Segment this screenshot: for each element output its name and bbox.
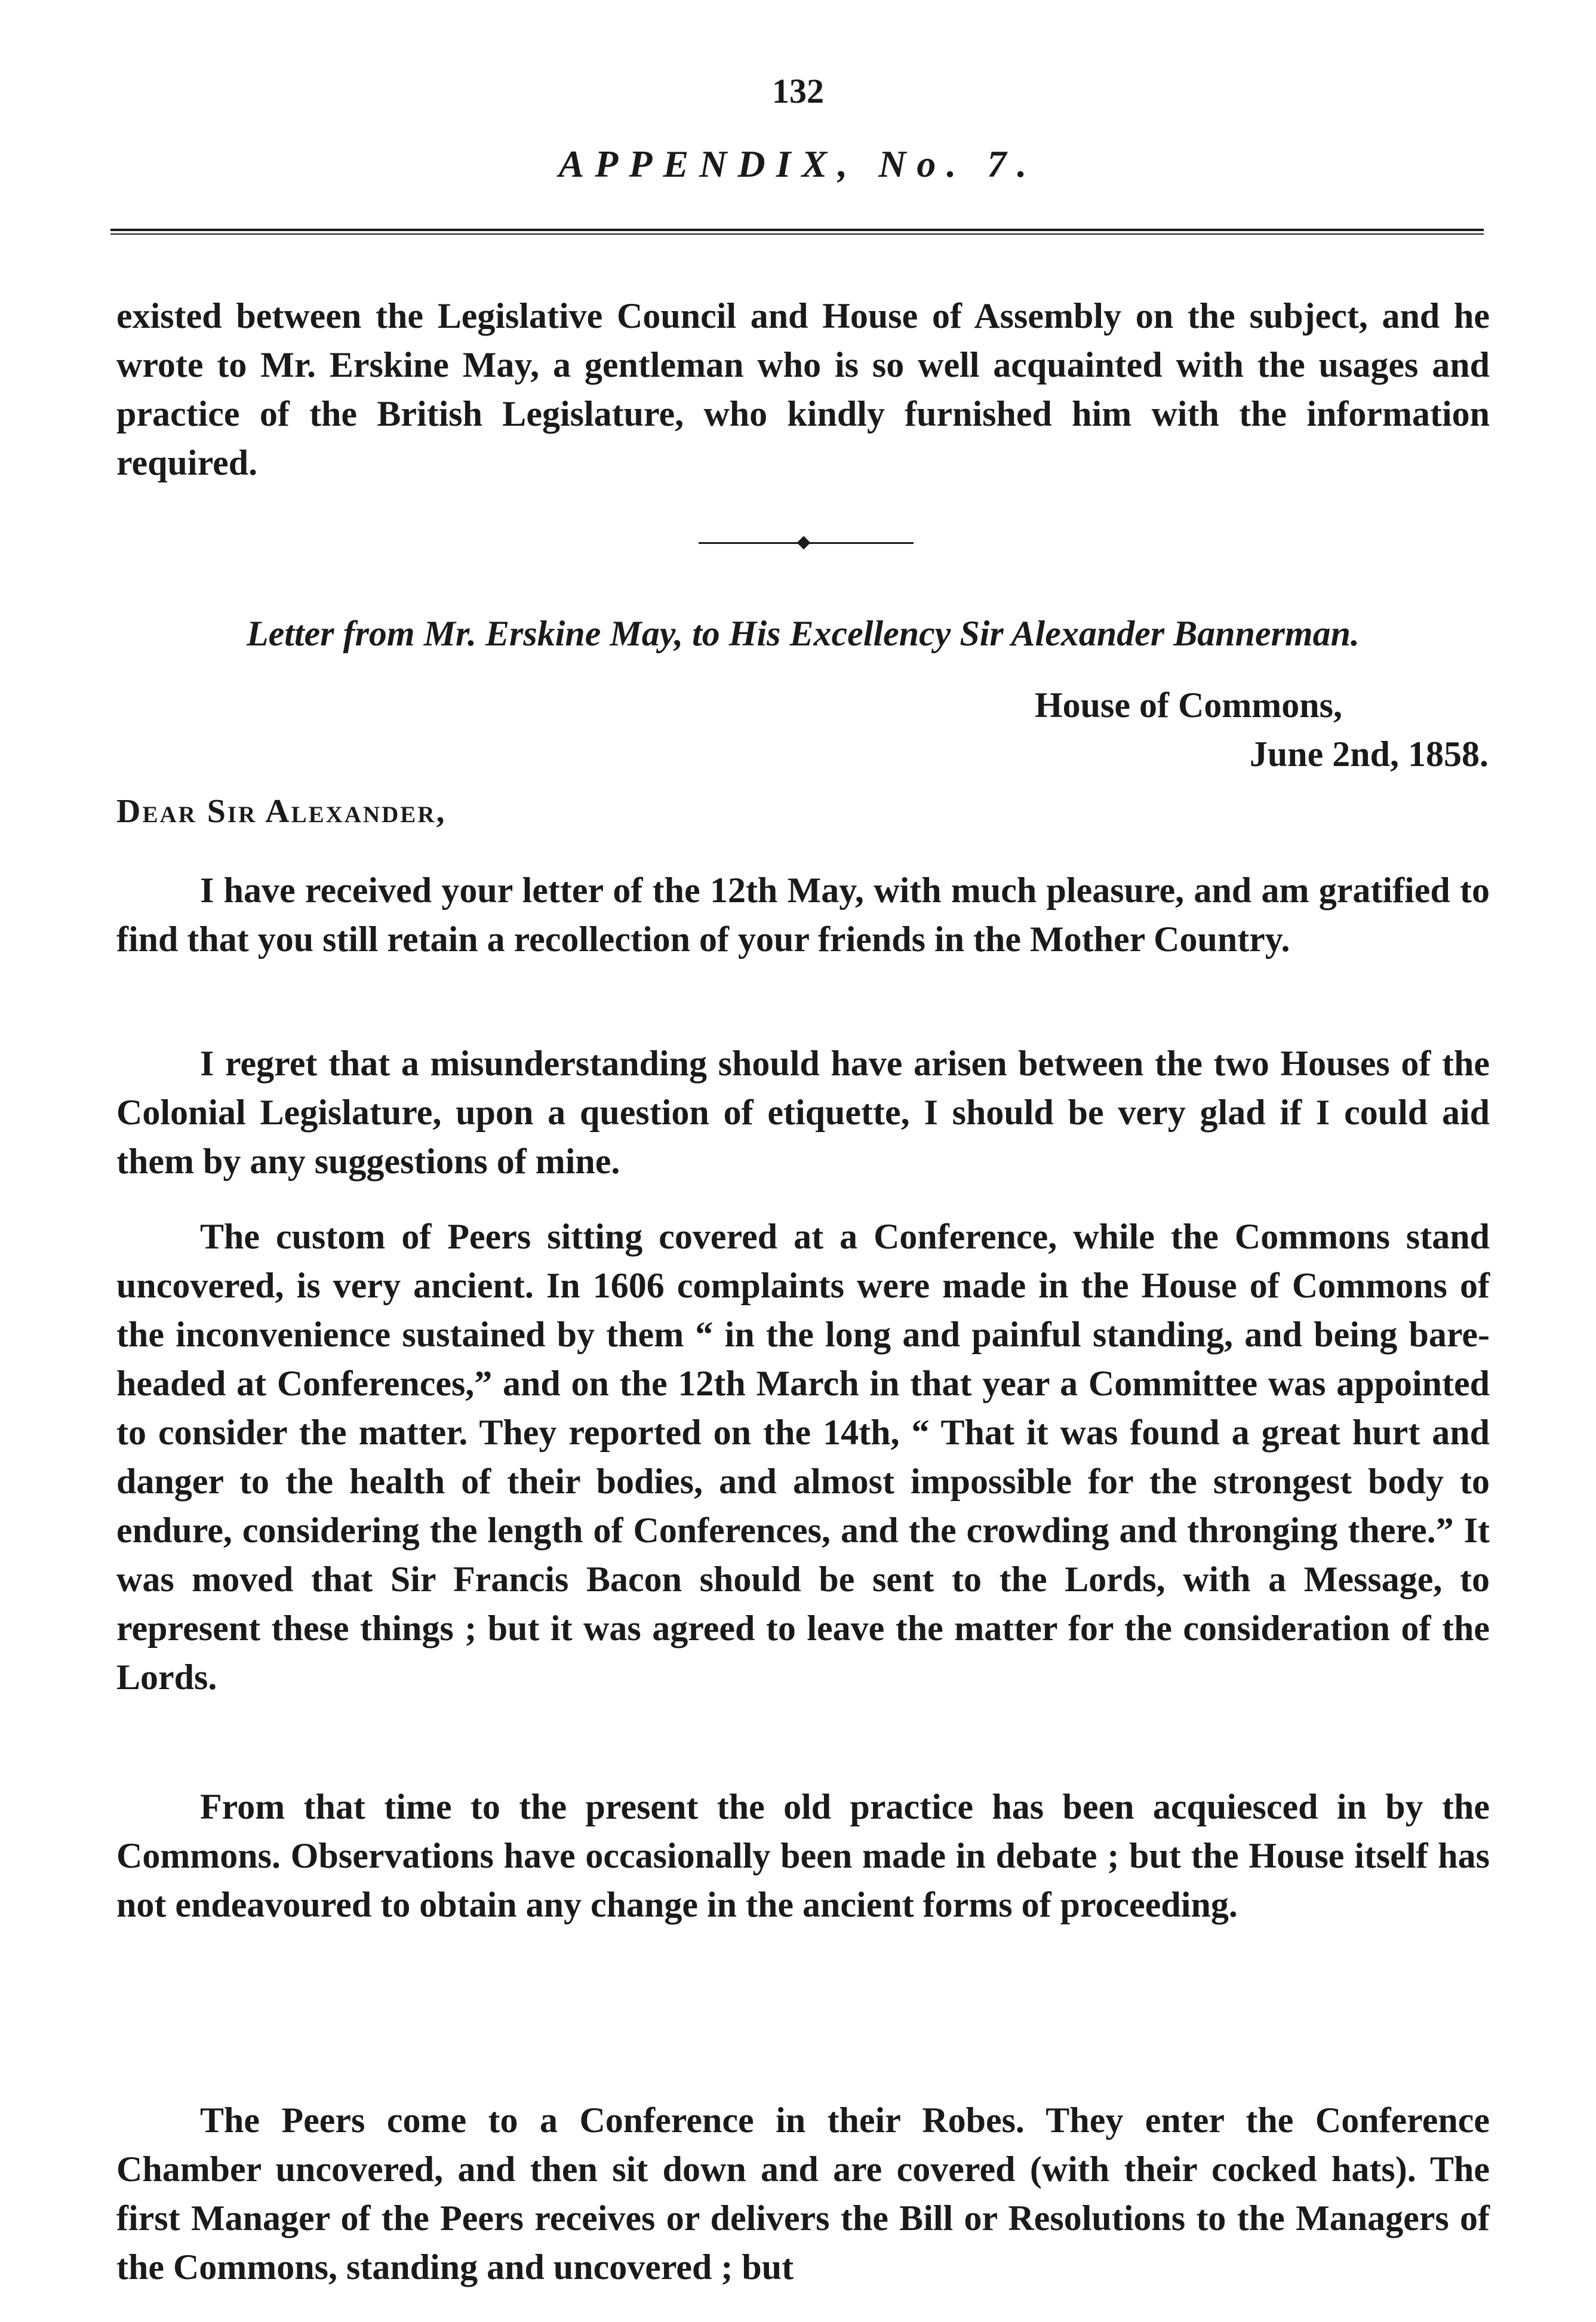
running-head: APPENDIX, No. 7.	[558, 143, 1038, 185]
letter-paragraph-3: The custom of Peers sitting covered at a Conference, while the Commons stand uncovered, is very ancient. In 1606 complaints were made in the House of Commons of the inconvenience sustained by them “ in the long and painful standing, and being bare-headed at Conferences,” and on the 12th March in that year a Committee was appointed to consider the matter. They reported on the 14th, “ That it was found a great hurt and danger to the health of their bodies, and almost impossible for the strongest body to endure, considering the length of Conferences, and the crowding and thronging there.” It was moved that Sir Francis Bacon should be sent to the Lords, with a Message, to represent these things ; but it was agreed to leave the matter for the consideration of the Lords.	[116, 1217, 1490, 1697]
letter-paragraph-1: I have received your letter of the 12th May, with much pleasure, and am gratified to find that you still retain a recollection of your friends in the Mother Country.	[116, 871, 1490, 959]
letter-salutation: Dear Sir Alexander,	[116, 793, 447, 830]
address-line-place: House of Commons,	[1035, 685, 1343, 725]
intro-paragraph: existed between the Legislative Council and House of Assembly on the subject, and he wrote to Mr. Erskine May, a gentleman who is so well acquainted with the usages and practice of the British Legislature, who kindly furnished him with the information required.	[116, 296, 1490, 482]
address-line-date: June 2nd, 1858.	[1249, 734, 1489, 774]
letter-paragraph-4: From that time to the present the old practice has been acquiesced in by the Commons. Observations have occasionally been made in debate ; but the House itself has not endeavoured to obtain any change in the ancient forms of proceeding.	[116, 1787, 1490, 1924]
letter-address	[1035, 681, 1489, 779]
header-double-rule	[110, 229, 1484, 235]
letter-paragraph-5: The Peers come to a Conference in their Robes. They enter the Conference Chamber uncovered, and then sit down and are covered (with their cocked hats). The first Manager of the Peers receives or delivers the Bill or Resolutions to the Managers of the Commons, standing and uncovered ; but	[116, 2100, 1490, 2287]
letter-paragraph-2: I regret that a misunderstanding should have arisen between the two Houses of the Colonial Legislature, upon a question of etiquette, I should be very glad if I could aid them by any suggestions of mine.	[116, 1044, 1490, 1181]
section-divider-ornament	[699, 537, 914, 549]
page-number: 132	[772, 72, 824, 110]
letter-heading: Letter from Mr. Erskine May, to His Excellency Sir Alexander Bannerman.	[247, 614, 1360, 653]
